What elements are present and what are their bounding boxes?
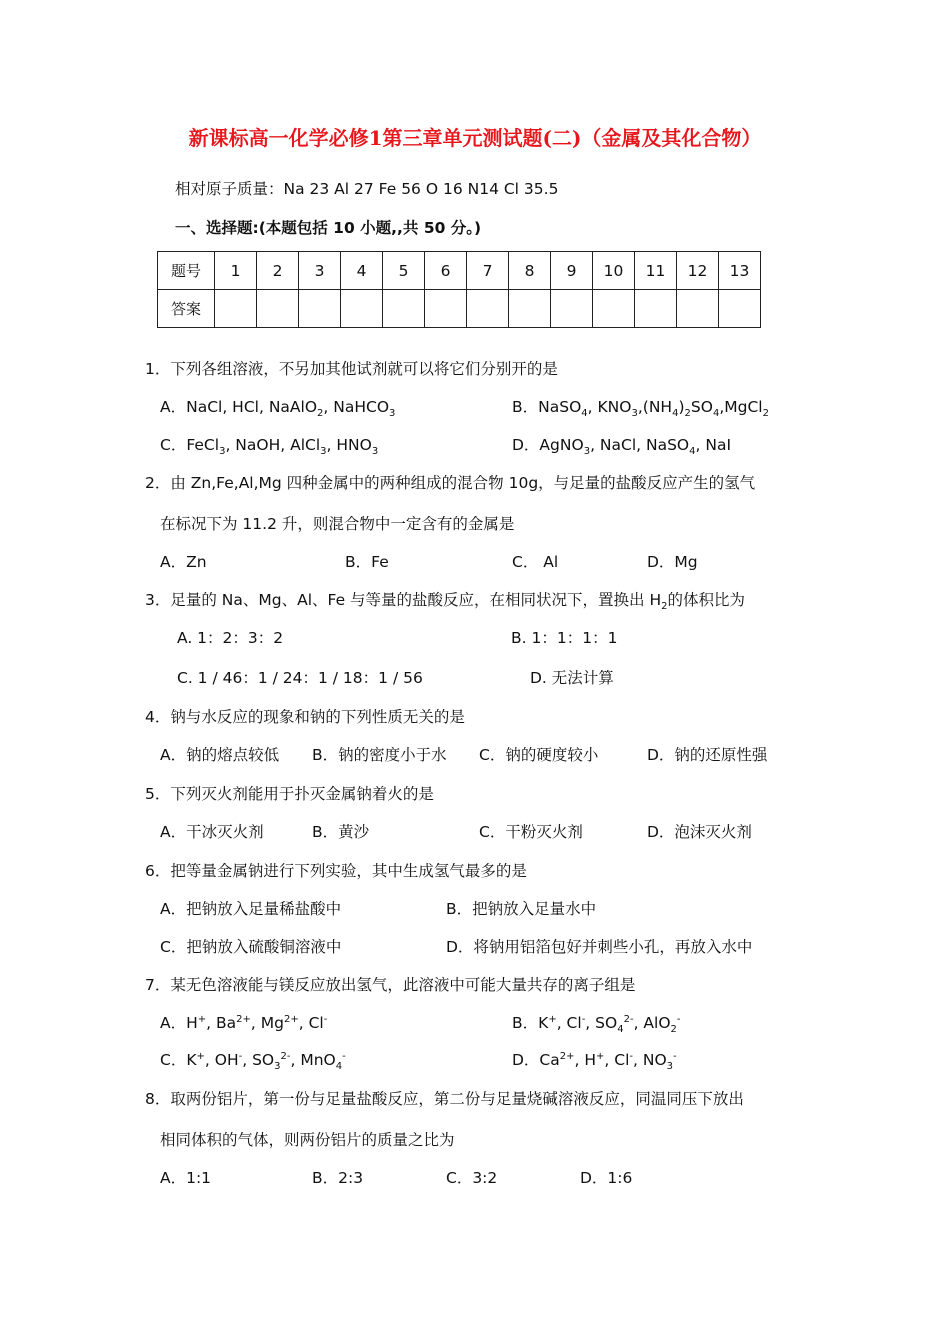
question-7-option-a: A．H+, $Ba^{2+}$, $Mg^{2+}$, Cl- bbox=[160, 1013, 328, 1032]
question-3-option-c: C. 1 / 46：1 / 24：1 / 18：1 / 56 bbox=[177, 669, 423, 687]
answer-cell[interactable] bbox=[383, 290, 425, 328]
number-cell: 5 bbox=[383, 252, 425, 290]
question-7-option-c: C．K+, OH-, $SO_3^{2-}$, MnO$_4$- bbox=[160, 1050, 346, 1073]
number-row bbox=[158, 252, 761, 290]
question-4-option-c: C．钠的硬度较小 bbox=[479, 746, 599, 764]
question-4-option-b: B．钠的密度小于水 bbox=[312, 746, 447, 764]
answer-table bbox=[157, 251, 761, 328]
number-cell: 6 bbox=[425, 252, 467, 290]
number-cell: 11 bbox=[635, 252, 677, 290]
question-1-option-b: B．NaSO$_4$, $KNO_3,(NH_4)_2SO_4,MgCl_2$ bbox=[512, 398, 769, 420]
question-8-option-c: C．3:2 bbox=[446, 1169, 498, 1187]
answer-cell[interactable] bbox=[425, 290, 467, 328]
number-cell: 10 bbox=[593, 252, 635, 290]
answer-cell[interactable] bbox=[341, 290, 383, 328]
answer-cell[interactable] bbox=[257, 290, 299, 328]
question-1-stem: 1．下列各组溶液，不另加其他试剂就可以将它们分别开的是 bbox=[145, 360, 558, 378]
answer-cell[interactable] bbox=[719, 290, 761, 328]
question-8-option-d: D．1:6 bbox=[580, 1169, 633, 1187]
question-1-option-c: C．FeCl$_3$, NaOH, AlCl$_3$, $HNO_3$ bbox=[160, 436, 379, 458]
question-8-option-a: A．1:1 bbox=[160, 1169, 212, 1187]
question-8-option-b: B．2:3 bbox=[312, 1169, 364, 1187]
number-cell: 12 bbox=[677, 252, 719, 290]
answer-cell[interactable] bbox=[677, 290, 719, 328]
question-2-option-b: B．Fe bbox=[345, 553, 389, 571]
section-heading: 一、选择题:(本题包括 10 小题,,共 50 分。) bbox=[175, 219, 482, 237]
page-title: 新课标高一化学必修1第三章单元测试题(二)（金属及其化合物） bbox=[188, 126, 762, 150]
question-5-stem: 5．下列灭火剂能用于扑灭金属钠着火的是 bbox=[145, 785, 434, 803]
question-6-option-d: D．将钠用铝箔包好并刺些小孔，再放入水中 bbox=[446, 938, 753, 956]
question-2-stem-line-1: 2．由 Zn,Fe,Al,Mg 四种金属中的两种组成的混合物 10g，与足量的盐酸反应产生的氢气 bbox=[145, 474, 756, 492]
question-7-option-d: D．$Ca^{2+}$, H+, Cl-, $NO_3^-$ bbox=[512, 1050, 677, 1073]
answer-cell[interactable] bbox=[467, 290, 509, 328]
number-cell: 9 bbox=[551, 252, 593, 290]
question-3-stem: 3．足量的 Na、Mg、Al、Fe 与等量的盐酸反应，在相同状况下，置换出 $H_2$的体积比为 bbox=[145, 591, 746, 613]
question-4-option-a: A．钠的熔点较低 bbox=[160, 746, 280, 764]
question-2-option-c: C． Al bbox=[512, 553, 559, 571]
question-3-option-b: B. 1：1：1：1 bbox=[511, 629, 618, 647]
question-6-option-c: C．把钠放入硫酸铜溶液中 bbox=[160, 938, 342, 956]
question-2-stem-line-2: 在标况下为 11.2 升，则混合物中一定含有的金属是 bbox=[160, 515, 515, 533]
question-1-option-a: A．NaCl, HCl, NaAlO$_2$, NaHCO$_3$ bbox=[160, 398, 396, 420]
number-cell: 4 bbox=[341, 252, 383, 290]
question-1-option-d: D．AgNO$_3$, NaCl, NaSO$_4$, NaI bbox=[512, 436, 732, 458]
number-cell: 3 bbox=[299, 252, 341, 290]
number-cell: 8 bbox=[509, 252, 551, 290]
number-cell: 13 bbox=[719, 252, 761, 290]
number-cell: 1 bbox=[215, 252, 257, 290]
question-6-option-a: A．把钠放入足量稀盐酸中 bbox=[160, 900, 342, 918]
answer-cell[interactable] bbox=[299, 290, 341, 328]
number-cell: 7 bbox=[467, 252, 509, 290]
answer-cell[interactable] bbox=[509, 290, 551, 328]
question-4-option-d: D．钠的还原性强 bbox=[647, 746, 768, 764]
question-7-stem: 7．某无色溶液能与镁反应放出氢气，此溶液中可能大量共存的离子组是 bbox=[145, 976, 636, 994]
question-2-option-d: D．Mg bbox=[647, 553, 698, 571]
atomic-masses: 相对原子质量：Na 23 Al 27 Fe 56 O 16 N14 Cl 35.5 bbox=[175, 180, 559, 198]
answer-cell[interactable] bbox=[635, 290, 677, 328]
question-8-stem-line-1: 8．取两份铝片，第一份与足量盐酸反应，第二份与足量烧碱溶液反应，同温同压下放出 bbox=[145, 1090, 744, 1108]
question-3-option-a: A. 1：2：3：2 bbox=[177, 629, 284, 647]
question-6-option-b: B．把钠放入足量水中 bbox=[446, 900, 597, 918]
question-5-option-b: B．黄沙 bbox=[312, 823, 370, 841]
question-8-stem-line-2: 相同体积的气体，则两份铝片的质量之比为 bbox=[160, 1131, 455, 1149]
question-5-option-d: D．泡沫灭火剂 bbox=[647, 823, 752, 841]
number-cell: 2 bbox=[257, 252, 299, 290]
answer-cell[interactable] bbox=[593, 290, 635, 328]
number-row-label: 题号 bbox=[158, 252, 215, 290]
question-2-option-a: A．Zn bbox=[160, 553, 207, 571]
answer-row bbox=[158, 290, 761, 328]
question-5-option-a: A．干冰灭火剂 bbox=[160, 823, 264, 841]
answer-row-label: 答案 bbox=[158, 290, 215, 328]
question-7-option-b: B．K+, Cl-, $SO_4^{2-}$, AlO$_2$- bbox=[512, 1013, 681, 1036]
answer-cell[interactable] bbox=[215, 290, 257, 328]
question-3-option-d: D. 无法计算 bbox=[530, 669, 614, 687]
question-6-stem: 6．把等量金属钠进行下列实验，其中生成氢气最多的是 bbox=[145, 862, 527, 880]
answer-cell[interactable] bbox=[551, 290, 593, 328]
question-5-option-c: C．干粉灭火剂 bbox=[479, 823, 583, 841]
question-4-stem: 4．钠与水反应的现象和钠的下列性质无关的是 bbox=[145, 708, 465, 726]
